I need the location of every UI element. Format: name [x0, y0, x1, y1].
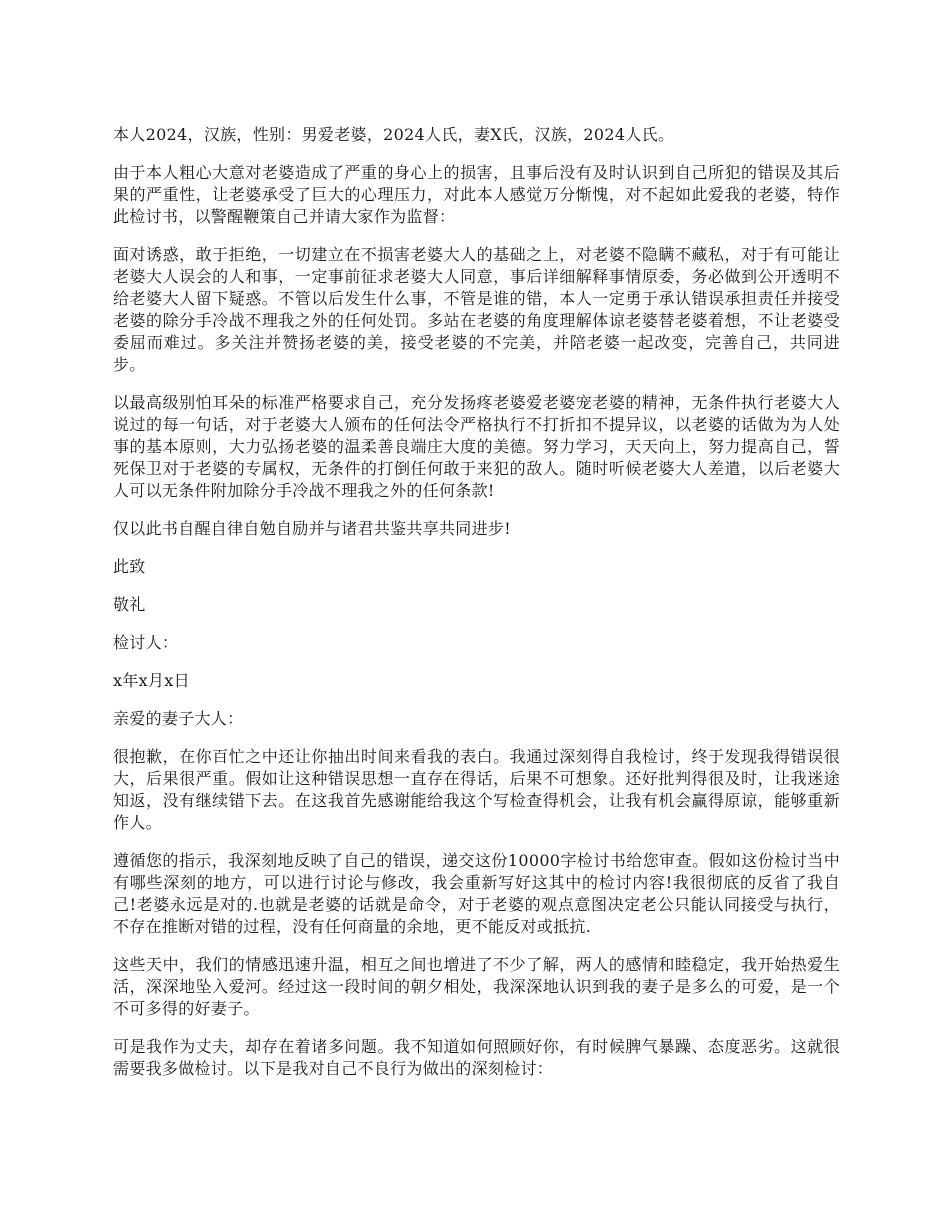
date-line: x年x月x日 — [113, 671, 190, 690]
paragraph-intro: 由于本人粗心大意对老婆造成了严重的身心上的损害，且事后没有及时认识到自己所犯的错误及其后果的严重性，让老婆承受了巨大的心理压力，对此本人感觉万分惭愧，对不起如此爱我的老婆，特作此检讨书，以警醒鞭策自己并请大家作为监督： — [113, 163, 840, 226]
signature-label: 检讨人： — [113, 633, 179, 652]
paragraph-promise-2: 以最高级别怕耳朵的标准严格要求自己，充分发扬疼老婆爱老婆宠老婆的精神，无条件执行老婆大人说过的每一句话，对于老婆大人颁布的任何法令严格执行不打折扣不提异议，以老婆的话做为为人处事的基本原则，大力弘扬老婆的温柔善良端庄大度的美德。努力学习，天天向上，努力提高自己，誓死保卫对于老婆的专属权，无条件的打倒任何敢于来犯的敌人。随时听候老婆大人差遣，以后老婆大人可以无条件附加除分手冷战不理我之外的任何条款! — [113, 393, 840, 500]
document-page — [113, 124, 840, 1096]
paragraph-promise-1: 面对诱惑，敢于拒绝，一切建立在不损害老婆大人的基础之上，对老婆不隐瞒不藏私，对于有可能让老婆大人误会的人和事，一定事前征求老婆大人同意，事后详细解释事情原委，务必做到公开透明不给老婆大人留下疑惑。不管以后发生什么事，不管是谁的错，本人一定勇于承认错误承担责任并接受老婆的除分手冷战不理我之外的任何处罚。多站在老婆的角度理解体谅老婆替老婆着想，不让老婆受委屈而难过。多关注并赞扬老婆的美，接受老婆的不完美，并陪老婆一起改变，完善自己，共同进步。 — [113, 245, 840, 374]
salutation-cizhi: 此致 — [113, 557, 146, 576]
letter-paragraph-1: 很抱歉，在你百忙之中还让你抽出时间来看我的表白。我通过深刻得自我检讨，终于发现我得错误很大，后果很严重。假如让这种错误思想一直存在得话，后果不可想象。还好批判得很及时，让我迷途知返，没有继续错下去。在这我首先感谢能给我这个写检查得机会，让我有机会赢得原谅，能够重新作人。 — [113, 747, 840, 832]
letter-paragraph-4: 可是我作为丈夫，却存在着诸多问题。我不知道如何照顾好你，有时候脾气暴躁、态度恶劣。这就很需要我多做检讨。以下是我对自己不良行为做出的深刻检讨： — [113, 1037, 840, 1078]
letter-paragraph-3: 这些天中，我们的情感迅速升温，相互之间也增进了不少了解，两人的感情和睦稳定，我开始热爱生活，深深地坠入爱河。经过这一段时间的朝夕相处，我深深地认识到我的妻子是多么的可爱，是一个不可多得的好妻子。 — [113, 955, 840, 1018]
paragraph-identity: 本人2024，汉族，性别：男爱老婆，2024人氏，妻X氏，汉族，2024人氏。 — [113, 125, 675, 144]
letter-paragraph-2: 遵循您的指示，我深刻地反映了自己的错误，递交这份10000字检讨书给您审查。假如这份检讨当中有哪些深刻的地方，可以进行讨论与修改，我会重新写好这其中的检讨内容!我很彻底的反省了我自己!老婆永远是对的.也就是老婆的话就是命令，对于老婆的观点意图决定老公只能认同接受与执行，不存在推断对错的过程，没有任何商量的余地，更不能反对或抵抗. — [113, 851, 840, 936]
letter-greeting: 亲爱的妻子大人： — [113, 709, 244, 728]
salutation-jingli: 敬礼 — [113, 595, 146, 614]
paragraph-closing: 仅以此书自醒自律自勉自励并与诸君共鉴共享共同进步! — [113, 519, 511, 538]
